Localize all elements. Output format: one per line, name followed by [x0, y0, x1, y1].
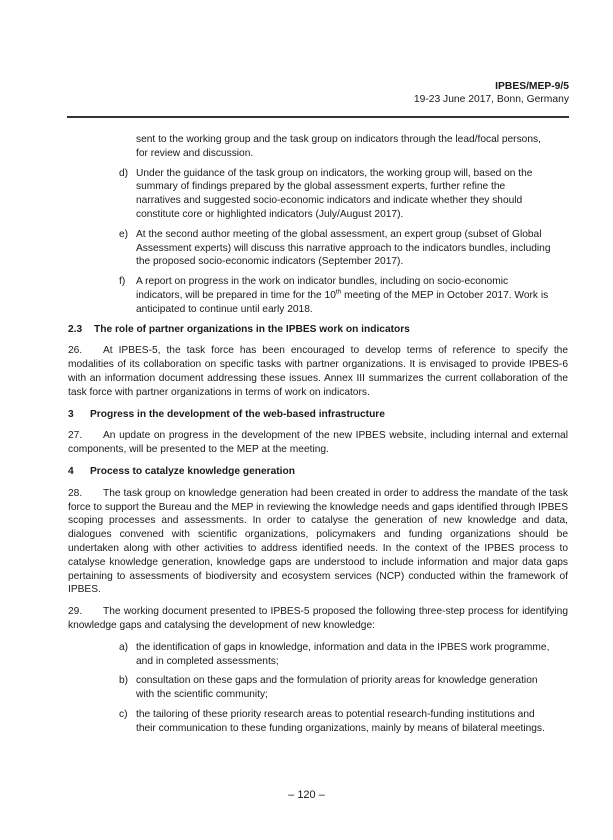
- list-marker: f): [119, 276, 126, 288]
- section-number: 4: [68, 465, 74, 477]
- section-title: Process to catalyze knowledge generation: [90, 465, 295, 477]
- list-item-f: [68, 275, 568, 316]
- list-item-text: the identification of gaps in knowledge, information and data in the IPBES work programme, and in completed assessments;: [136, 641, 550, 667]
- document-code: IPBES/MEP-9/5: [495, 81, 569, 92]
- list-item-b: [68, 674, 568, 702]
- section-heading-4: [68, 465, 568, 479]
- section-title: Progress in the development of the web-based infrastructure: [90, 408, 385, 420]
- paragraph-27: [68, 429, 568, 457]
- paragraph-text: At IPBES-5, the task force has been encouraged to develop terms of reference to specify the modalities of its collaboration on specific tasks with partner organizations. It is envisaged to provide IPBES-6 with an information document addressing these issues. Annex III summarizes the current collaboration of the task force with partner organizations in terms of work on indicators.: [68, 345, 568, 398]
- text-segment: meeting of the MEP in October 2017. Work is anticipated to continue until early 2018.: [136, 289, 549, 315]
- list-item-text: At the second author meeting of the global assessment, an expert group (subset of Global Assessment experts) will discuss this narrative approach to the indicators bundles, including the proposed socio-economic indicators (September 2017).: [136, 228, 551, 268]
- paragraph-text: The working document presented to IPBES-5 proposed the following three-step process for identifying knowledge gaps and catalysing the development of new knowledge:: [68, 606, 568, 631]
- meeting-info: 19-23 June 2017, Bonn, Germany: [413, 94, 569, 105]
- paragraph-28: [68, 487, 568, 597]
- list-item-c-continuation: [68, 133, 568, 161]
- section-heading-2-3: [68, 323, 568, 337]
- running-header: [414, 80, 569, 106]
- paragraph-number: 29.: [68, 606, 83, 618]
- paragraph-text: The task group on knowledge generation had been created in order to address the mandate of the task force to support the Bureau and the MEP in reviewing the knowledge needs and gaps identified through IPBES scoping processes and assessments. In order to catalyse the generation of new knowledge and data, dialogues convened with scientific organizations, policymakers and funding organizations should be undertaken along with other activities to address identified needs. In the context of the IPBES process to catalyse knowledge generation, knowledge gaps are understood to include information and major data gaps pertaining to assessments of biodiversity and ecosystem services (NCP) conducted within the framework of IPBES.: [68, 487, 568, 596]
- section-number: 3: [68, 408, 74, 420]
- page-body: [68, 133, 568, 741]
- list-marker: c): [119, 708, 128, 720]
- list-marker: e): [119, 228, 129, 240]
- superscript: th: [335, 288, 342, 296]
- list-item-e: [68, 228, 568, 269]
- list-item-text: the tailoring of these priority research areas to potential research-funding institutions and their communication to these funding organizations, mainly by means of bilateral meetings.: [136, 708, 545, 734]
- page-number: – 120 –: [288, 789, 325, 801]
- header-divider: [67, 116, 569, 118]
- paragraph-number: 26.: [68, 345, 83, 357]
- text-segment: A report on progress in the work on indicator bundles, including on socio-economic indicators, will be prepared in time for the 10: [136, 276, 509, 301]
- list-item-text: consultation on these gaps and the formulation of priority areas for knowledge generation with the scientific community;: [136, 675, 538, 701]
- paragraph-number: 27.: [68, 430, 83, 442]
- list-marker: a): [119, 641, 129, 653]
- section-number: 2.3: [68, 323, 83, 335]
- list-item-a: [68, 641, 568, 669]
- section-heading-3: [68, 408, 568, 422]
- list-item-text: sent to the working group and the task group on indicators through the lead/focal persons, for review and discussion.: [136, 134, 541, 159]
- list-marker: d): [119, 167, 129, 179]
- paragraph-29: [68, 605, 568, 633]
- paragraph-26: [68, 344, 568, 399]
- paragraph-text: An update on progress in the development of the new IPBES website, including internal and external components, will be presented to the MEP at the meeting.: [68, 430, 568, 456]
- section-title: The role of partner organizations in the IPBES work on indicators: [94, 323, 410, 335]
- paragraph-number: 28.: [68, 487, 83, 499]
- list-marker: b): [119, 675, 129, 687]
- list-item-text: Under the guidance of the task group on indicators, the working group will, based on the summary of findings prepared by the global assessment experts, further refine the narratives and suggested socio-economic indicators and indicate whether they should constitute core or highlighted indicators (July/August 2017).: [136, 167, 533, 220]
- list-item-c: [68, 708, 568, 736]
- list-item-d: [68, 167, 568, 222]
- list-item-text: [136, 276, 548, 315]
